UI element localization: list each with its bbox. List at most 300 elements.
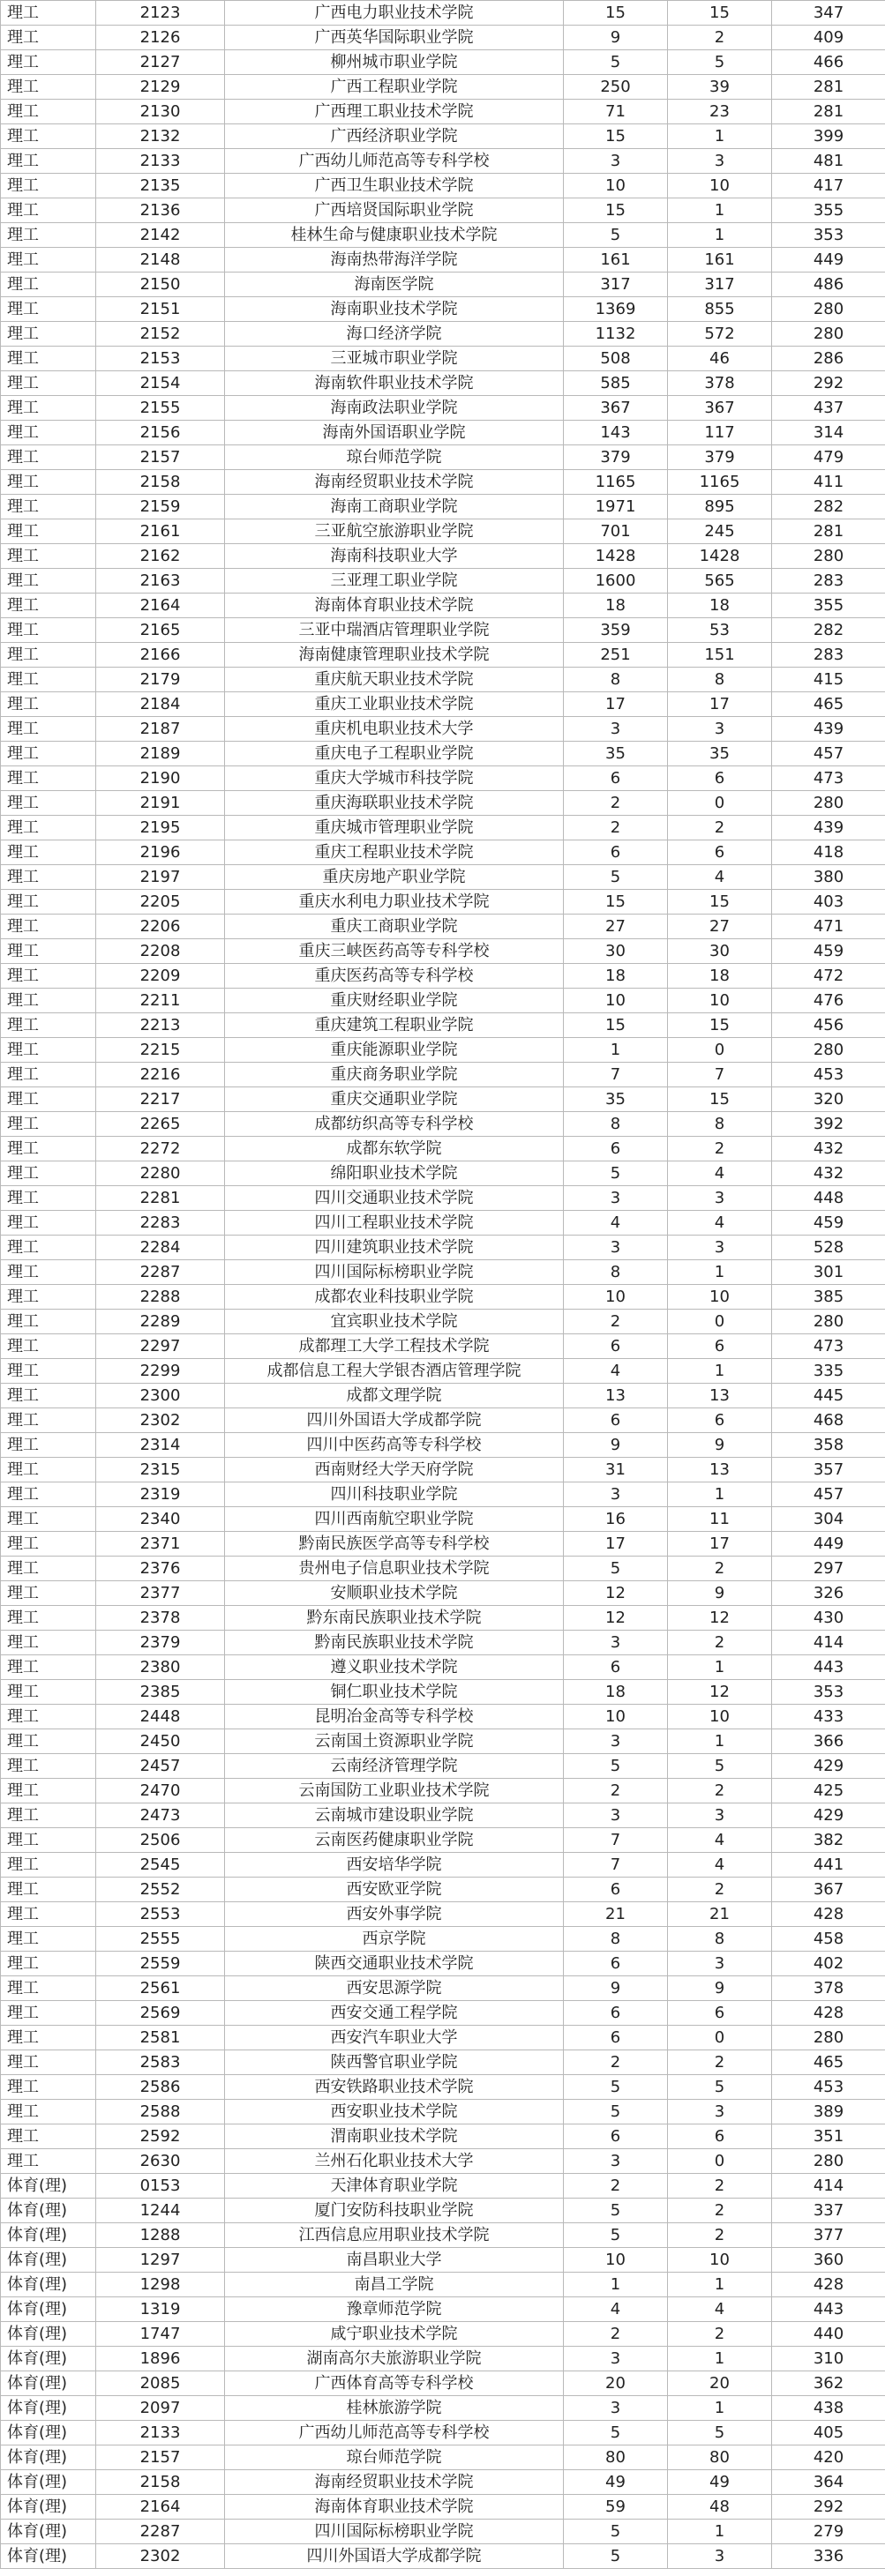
min-score-cell: 366 — [772, 1729, 885, 1754]
school-code-cell: 2157 — [96, 2445, 225, 2470]
school-name-cell: 云南国防工业职业技术学院 — [225, 1779, 564, 1803]
admitted-count-cell: 855 — [668, 297, 772, 322]
table-row — [1, 939, 885, 964]
school-code-cell: 2133 — [96, 149, 225, 174]
min-score-cell: 420 — [772, 2445, 885, 2470]
category-cell: 理工 — [1, 1137, 96, 1161]
min-score-cell: 337 — [772, 2199, 885, 2223]
category-cell: 理工 — [1, 1285, 96, 1310]
min-score-cell: 459 — [772, 939, 885, 964]
admitted-count-cell: 39 — [668, 75, 772, 100]
min-score-cell: 377 — [772, 2223, 885, 2248]
school-code-cell: 2314 — [96, 1433, 225, 1458]
category-cell: 理工 — [1, 347, 96, 371]
plan-count-cell: 143 — [564, 421, 668, 445]
min-score-cell: 472 — [772, 964, 885, 989]
school-code-cell: 2299 — [96, 1359, 225, 1384]
table-row — [1, 2223, 885, 2248]
min-score-cell: 486 — [772, 273, 885, 297]
school-code-cell: 2157 — [96, 445, 225, 470]
admitted-count-cell: 17 — [668, 692, 772, 717]
school-code-cell: 2559 — [96, 1952, 225, 1976]
admitted-count-cell: 10 — [668, 1285, 772, 1310]
plan-count-cell: 359 — [564, 618, 668, 643]
min-score-cell: 481 — [772, 149, 885, 174]
table-row — [1, 2199, 885, 2223]
school-name-cell: 西南财经大学天府学院 — [225, 1458, 564, 1482]
school-code-cell: 2156 — [96, 421, 225, 445]
school-name-cell: 三亚城市职业学院 — [225, 347, 564, 371]
school-name-cell: 陕西交通职业技术学院 — [225, 1952, 564, 1976]
admitted-count-cell: 15 — [668, 890, 772, 915]
school-name-cell: 黔南民族医学高等专科学校 — [225, 1532, 564, 1557]
admitted-count-cell: 565 — [668, 569, 772, 594]
school-code-cell: 2085 — [96, 2371, 225, 2396]
admitted-count-cell: 17 — [668, 1532, 772, 1557]
school-name-cell: 云南医药健康职业学院 — [225, 1828, 564, 1853]
plan-count-cell: 6 — [564, 1655, 668, 1680]
plan-count-cell: 379 — [564, 445, 668, 470]
table-row — [1, 1803, 885, 1828]
min-score-cell: 418 — [772, 840, 885, 865]
school-name-cell: 重庆大学城市科技学院 — [225, 766, 564, 791]
min-score-cell: 286 — [772, 347, 885, 371]
school-name-cell: 广西英华国际职业学院 — [225, 26, 564, 50]
plan-count-cell: 6 — [564, 2001, 668, 2026]
min-score-cell: 280 — [772, 297, 885, 322]
category-cell: 理工 — [1, 1063, 96, 1087]
min-score-cell: 382 — [772, 1828, 885, 1853]
plan-count-cell: 10 — [564, 1705, 668, 1729]
school-name-cell: 云南经济管理学院 — [225, 1754, 564, 1779]
plan-count-cell: 2 — [564, 816, 668, 840]
category-cell: 理工 — [1, 1729, 96, 1754]
min-score-cell: 445 — [772, 1384, 885, 1408]
admitted-count-cell: 3 — [668, 1803, 772, 1828]
admitted-count-cell: 4 — [668, 2297, 772, 2322]
school-name-cell: 重庆财经职业学院 — [225, 989, 564, 1013]
admitted-count-cell: 8 — [668, 668, 772, 692]
admitted-count-cell: 1 — [668, 2520, 772, 2544]
min-score-cell: 304 — [772, 1507, 885, 1532]
school-code-cell: 2135 — [96, 174, 225, 198]
category-cell: 理工 — [1, 1606, 96, 1631]
school-code-cell: 2179 — [96, 668, 225, 692]
plan-count-cell: 3 — [564, 1803, 668, 1828]
plan-count-cell: 18 — [564, 1680, 668, 1705]
plan-count-cell: 2 — [564, 2322, 668, 2347]
min-score-cell: 355 — [772, 198, 885, 223]
school-name-cell: 西安汽车职业大学 — [225, 2026, 564, 2050]
school-name-cell: 贵州电子信息职业技术学院 — [225, 1557, 564, 1581]
school-name-cell: 绵阳职业技术学院 — [225, 1161, 564, 1186]
min-score-cell: 301 — [772, 1260, 885, 1285]
table-row — [1, 2001, 885, 2026]
plan-count-cell: 5 — [564, 2421, 668, 2445]
admitted-count-cell: 1 — [668, 198, 772, 223]
admitted-count-cell: 3 — [668, 2544, 772, 2569]
admitted-count-cell: 5 — [668, 2075, 772, 2100]
category-cell: 理工 — [1, 1557, 96, 1581]
category-cell: 理工 — [1, 174, 96, 198]
school-name-cell: 海南经贸职业技术学院 — [225, 470, 564, 495]
table-row — [1, 322, 885, 347]
admitted-count-cell: 18 — [668, 594, 772, 618]
school-code-cell: 2153 — [96, 347, 225, 371]
school-code-cell: 1747 — [96, 2322, 225, 2347]
table-row — [1, 2470, 885, 2495]
admitted-count-cell: 5 — [668, 50, 772, 75]
plan-count-cell: 10 — [564, 989, 668, 1013]
school-name-cell: 云南城市建设职业学院 — [225, 1803, 564, 1828]
table-row — [1, 1828, 885, 1853]
school-name-cell: 重庆交通职业学院 — [225, 1087, 564, 1112]
school-name-cell: 西安外事学院 — [225, 1902, 564, 1927]
category-cell: 理工 — [1, 1186, 96, 1211]
category-cell: 理工 — [1, 964, 96, 989]
admitted-count-cell: 80 — [668, 2445, 772, 2470]
admitted-count-cell: 117 — [668, 421, 772, 445]
plan-count-cell: 18 — [564, 964, 668, 989]
plan-count-cell: 17 — [564, 1532, 668, 1557]
category-cell: 体育(理) — [1, 2199, 96, 2223]
min-score-cell: 389 — [772, 2100, 885, 2124]
category-cell: 理工 — [1, 1631, 96, 1655]
category-cell: 理工 — [1, 840, 96, 865]
plan-count-cell: 18 — [564, 594, 668, 618]
school-code-cell: 2378 — [96, 1606, 225, 1631]
admitted-count-cell: 2 — [668, 2174, 772, 2199]
category-cell: 体育(理) — [1, 2174, 96, 2199]
min-score-cell: 280 — [772, 2149, 885, 2174]
table-row — [1, 1013, 885, 1038]
category-cell: 理工 — [1, 124, 96, 149]
plan-count-cell: 5 — [564, 2520, 668, 2544]
min-score-cell: 448 — [772, 1186, 885, 1211]
school-name-cell: 重庆三峡医药高等专科学校 — [225, 939, 564, 964]
school-name-cell: 海南外国语职业学院 — [225, 421, 564, 445]
min-score-cell: 414 — [772, 2174, 885, 2199]
school-name-cell: 海口经济学院 — [225, 322, 564, 347]
min-score-cell: 347 — [772, 1, 885, 26]
category-cell: 理工 — [1, 1902, 96, 1927]
school-name-cell: 重庆水利电力职业技术学院 — [225, 890, 564, 915]
category-cell: 理工 — [1, 594, 96, 618]
admitted-count-cell: 0 — [668, 791, 772, 816]
school-name-cell: 西安铁路职业技术学院 — [225, 2075, 564, 2100]
school-name-cell: 重庆建筑工程职业学院 — [225, 1013, 564, 1038]
plan-count-cell: 9 — [564, 1976, 668, 2001]
plan-count-cell: 6 — [564, 2124, 668, 2149]
admitted-count-cell: 2 — [668, 1878, 772, 1902]
min-score-cell: 280 — [772, 544, 885, 569]
category-cell: 理工 — [1, 1853, 96, 1878]
school-name-cell: 海南工商职业学院 — [225, 495, 564, 519]
table-row — [1, 26, 885, 50]
school-code-cell: 2284 — [96, 1236, 225, 1260]
school-name-cell: 四川外国语大学成都学院 — [225, 2544, 564, 2569]
category-cell: 理工 — [1, 1087, 96, 1112]
admission-table-body — [1, 1, 885, 2569]
plan-count-cell: 31 — [564, 1458, 668, 1482]
school-code-cell: 2154 — [96, 371, 225, 396]
school-code-cell: 2448 — [96, 1705, 225, 1729]
category-cell: 理工 — [1, 371, 96, 396]
min-score-cell: 465 — [772, 2050, 885, 2075]
category-cell: 理工 — [1, 198, 96, 223]
school-code-cell: 2126 — [96, 26, 225, 50]
table-row — [1, 594, 885, 618]
table-row — [1, 1902, 885, 1927]
school-name-cell: 渭南职业技术学院 — [225, 2124, 564, 2149]
table-row — [1, 692, 885, 717]
admitted-count-cell: 6 — [668, 1334, 772, 1359]
min-score-cell: 459 — [772, 1211, 885, 1236]
admitted-count-cell: 11 — [668, 1507, 772, 1532]
plan-count-cell: 80 — [564, 2445, 668, 2470]
category-cell: 理工 — [1, 1211, 96, 1236]
school-code-cell: 2265 — [96, 1112, 225, 1137]
school-code-cell: 2470 — [96, 1779, 225, 1803]
category-cell: 理工 — [1, 915, 96, 939]
table-row — [1, 1729, 885, 1754]
admitted-count-cell: 2 — [668, 1779, 772, 1803]
school-code-cell: 2319 — [96, 1482, 225, 1507]
school-name-cell: 江西信息应用职业技术学院 — [225, 2223, 564, 2248]
school-name-cell: 黔东南民族职业技术学院 — [225, 1606, 564, 1631]
school-code-cell: 2195 — [96, 816, 225, 840]
school-code-cell: 2281 — [96, 1186, 225, 1211]
category-cell: 理工 — [1, 2124, 96, 2149]
school-name-cell: 昆明冶金高等专科学校 — [225, 1705, 564, 1729]
table-row — [1, 766, 885, 791]
min-score-cell: 449 — [772, 1532, 885, 1557]
table-row — [1, 2495, 885, 2520]
admitted-count-cell: 15 — [668, 1, 772, 26]
min-score-cell: 362 — [772, 2371, 885, 2396]
min-score-cell: 380 — [772, 865, 885, 890]
category-cell: 理工 — [1, 1, 96, 26]
category-cell: 理工 — [1, 322, 96, 347]
plan-count-cell: 8 — [564, 1112, 668, 1137]
admitted-count-cell: 6 — [668, 2124, 772, 2149]
school-name-cell: 四川国际标榜职业学院 — [225, 1260, 564, 1285]
admitted-count-cell: 9 — [668, 1433, 772, 1458]
category-cell: 理工 — [1, 1655, 96, 1680]
admitted-count-cell: 35 — [668, 742, 772, 766]
category-cell: 理工 — [1, 1408, 96, 1433]
admitted-count-cell: 9 — [668, 1976, 772, 2001]
school-name-cell: 三亚航空旅游职业学院 — [225, 519, 564, 544]
category-cell: 体育(理) — [1, 2347, 96, 2371]
plan-count-cell: 12 — [564, 1581, 668, 1606]
school-name-cell: 海南职业技术学院 — [225, 297, 564, 322]
category-cell: 理工 — [1, 766, 96, 791]
admitted-count-cell: 4 — [668, 1853, 772, 1878]
school-code-cell: 2289 — [96, 1310, 225, 1334]
school-code-cell: 2315 — [96, 1458, 225, 1482]
table-row — [1, 421, 885, 445]
min-score-cell: 473 — [772, 1334, 885, 1359]
school-code-cell: 2132 — [96, 124, 225, 149]
table-row — [1, 915, 885, 939]
plan-count-cell: 2 — [564, 2050, 668, 2075]
school-name-cell: 四川交通职业技术学院 — [225, 1186, 564, 1211]
plan-count-cell: 16 — [564, 1507, 668, 1532]
category-cell: 理工 — [1, 273, 96, 297]
plan-count-cell: 1971 — [564, 495, 668, 519]
category-cell: 理工 — [1, 939, 96, 964]
school-name-cell: 厦门安防科技职业学院 — [225, 2199, 564, 2223]
table-row — [1, 1482, 885, 1507]
admitted-count-cell: 2 — [668, 2223, 772, 2248]
admitted-count-cell: 2 — [668, 1137, 772, 1161]
school-code-cell: 2377 — [96, 1581, 225, 1606]
category-cell: 体育(理) — [1, 2322, 96, 2347]
plan-count-cell: 250 — [564, 75, 668, 100]
min-score-cell: 479 — [772, 445, 885, 470]
school-code-cell: 2129 — [96, 75, 225, 100]
table-row — [1, 1186, 885, 1211]
table-row — [1, 50, 885, 75]
admitted-count-cell: 151 — [668, 643, 772, 668]
school-code-cell: 2163 — [96, 569, 225, 594]
min-score-cell: 283 — [772, 643, 885, 668]
category-cell: 理工 — [1, 297, 96, 322]
min-score-cell: 399 — [772, 124, 885, 149]
category-cell: 理工 — [1, 1038, 96, 1063]
table-row — [1, 1976, 885, 2001]
school-name-cell: 重庆工商职业学院 — [225, 915, 564, 939]
plan-count-cell: 4 — [564, 1359, 668, 1384]
school-name-cell: 遵义职业技术学院 — [225, 1655, 564, 1680]
category-cell: 理工 — [1, 1384, 96, 1408]
table-row — [1, 470, 885, 495]
min-score-cell: 310 — [772, 2347, 885, 2371]
school-code-cell: 2189 — [96, 742, 225, 766]
admitted-count-cell: 27 — [668, 915, 772, 939]
table-row — [1, 149, 885, 174]
category-cell: 理工 — [1, 1927, 96, 1952]
min-score-cell: 471 — [772, 915, 885, 939]
plan-count-cell: 10 — [564, 174, 668, 198]
school-name-cell: 四川建筑职业技术学院 — [225, 1236, 564, 1260]
school-name-cell: 云南国土资源职业学院 — [225, 1729, 564, 1754]
plan-count-cell: 5 — [564, 2075, 668, 2100]
table-row — [1, 1433, 885, 1458]
school-code-cell: 2287 — [96, 1260, 225, 1285]
school-code-cell: 2150 — [96, 273, 225, 297]
plan-count-cell: 15 — [564, 124, 668, 149]
table-row — [1, 1285, 885, 1310]
category-cell: 理工 — [1, 2075, 96, 2100]
school-name-cell: 重庆能源职业学院 — [225, 1038, 564, 1063]
school-name-cell: 西京学院 — [225, 1927, 564, 1952]
school-code-cell: 2211 — [96, 989, 225, 1013]
category-cell: 体育(理) — [1, 2371, 96, 2396]
table-row — [1, 1384, 885, 1408]
plan-count-cell: 15 — [564, 1013, 668, 1038]
school-name-cell: 成都文理学院 — [225, 1384, 564, 1408]
min-score-cell: 353 — [772, 223, 885, 248]
min-score-cell: 465 — [772, 692, 885, 717]
category-cell: 理工 — [1, 1828, 96, 1853]
plan-count-cell: 1 — [564, 1038, 668, 1063]
school-code-cell: 2136 — [96, 198, 225, 223]
plan-count-cell: 5 — [564, 223, 668, 248]
admitted-count-cell: 6 — [668, 1408, 772, 1433]
admitted-count-cell: 0 — [668, 2026, 772, 2050]
school-name-cell: 西安培华学院 — [225, 1853, 564, 1878]
school-name-cell: 四川工程职业技术学院 — [225, 1211, 564, 1236]
plan-count-cell: 30 — [564, 939, 668, 964]
school-code-cell: 2152 — [96, 322, 225, 347]
admitted-count-cell: 3 — [668, 1952, 772, 1976]
min-score-cell: 367 — [772, 1878, 885, 1902]
plan-count-cell: 6 — [564, 1137, 668, 1161]
school-name-cell: 黔南民族职业技术学院 — [225, 1631, 564, 1655]
plan-count-cell: 9 — [564, 1433, 668, 1458]
table-row — [1, 1063, 885, 1087]
school-name-cell: 四川中医药高等专科学校 — [225, 1433, 564, 1458]
category-cell: 体育(理) — [1, 2297, 96, 2322]
min-score-cell: 402 — [772, 1952, 885, 1976]
admitted-count-cell: 1165 — [668, 470, 772, 495]
school-code-cell: 2287 — [96, 2520, 225, 2544]
category-cell: 理工 — [1, 223, 96, 248]
category-cell: 理工 — [1, 1680, 96, 1705]
admitted-count-cell: 13 — [668, 1384, 772, 1408]
school-code-cell: 2552 — [96, 1878, 225, 1902]
category-cell: 理工 — [1, 26, 96, 50]
plan-count-cell: 15 — [564, 890, 668, 915]
table-row — [1, 2445, 885, 2470]
school-code-cell: 2161 — [96, 519, 225, 544]
school-name-cell: 西安交通工程学院 — [225, 2001, 564, 2026]
min-score-cell: 355 — [772, 594, 885, 618]
table-row — [1, 2174, 885, 2199]
admitted-count-cell: 30 — [668, 939, 772, 964]
table-row — [1, 865, 885, 890]
admitted-count-cell: 3 — [668, 2100, 772, 2124]
admitted-count-cell: 21 — [668, 1902, 772, 1927]
admitted-count-cell: 0 — [668, 1310, 772, 1334]
category-cell: 理工 — [1, 1976, 96, 2001]
category-cell: 理工 — [1, 717, 96, 742]
admitted-count-cell: 9 — [668, 1581, 772, 1606]
school-code-cell: 2288 — [96, 1285, 225, 1310]
school-code-cell: 2450 — [96, 1729, 225, 1754]
plan-count-cell: 1132 — [564, 322, 668, 347]
min-score-cell: 314 — [772, 421, 885, 445]
school-name-cell: 重庆房地产职业学院 — [225, 865, 564, 890]
category-cell: 理工 — [1, 50, 96, 75]
plan-count-cell: 15 — [564, 198, 668, 223]
admitted-count-cell: 1 — [668, 2347, 772, 2371]
table-row — [1, 1334, 885, 1359]
table-row — [1, 1655, 885, 1680]
min-score-cell: 443 — [772, 1655, 885, 1680]
min-score-cell: 432 — [772, 1161, 885, 1186]
admitted-count-cell: 15 — [668, 1013, 772, 1038]
school-code-cell: 2586 — [96, 2075, 225, 2100]
admitted-count-cell: 317 — [668, 273, 772, 297]
admitted-count-cell: 2 — [668, 26, 772, 50]
table-row — [1, 890, 885, 915]
school-name-cell: 广西卫生职业技术学院 — [225, 174, 564, 198]
table-row — [1, 371, 885, 396]
min-score-cell: 403 — [772, 890, 885, 915]
